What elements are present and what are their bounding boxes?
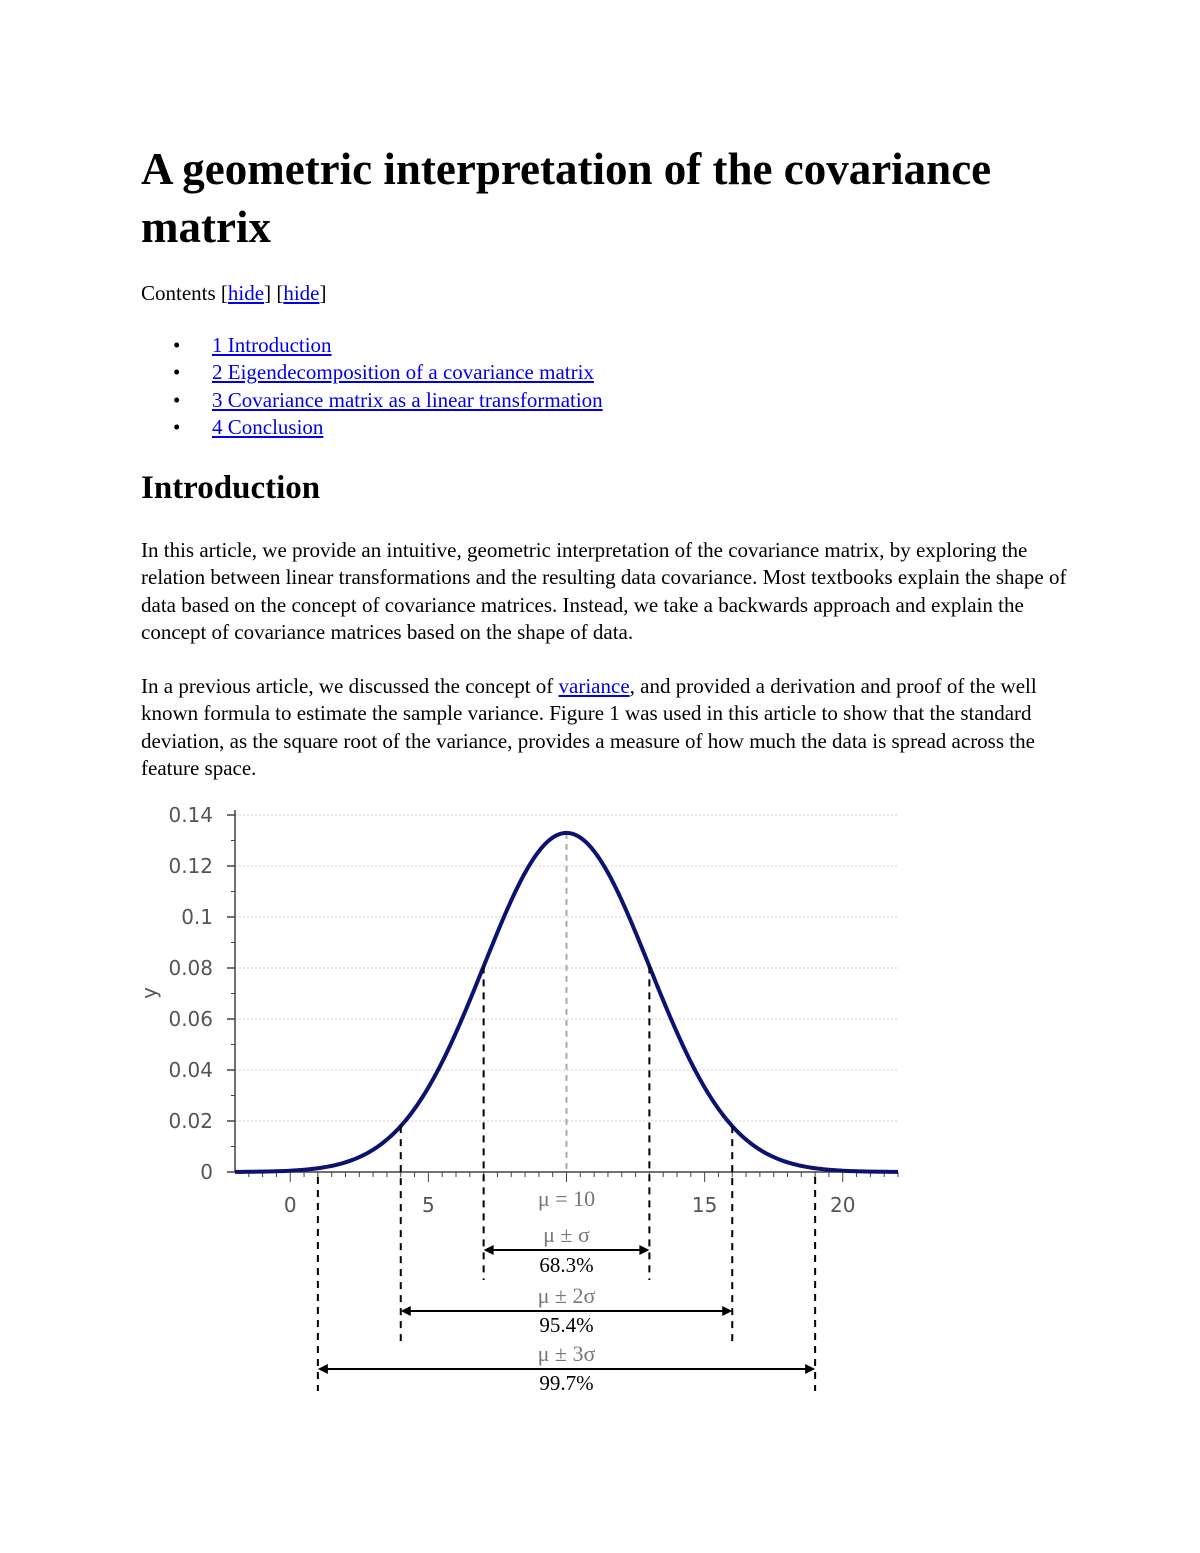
- variance-link[interactable]: variance: [558, 674, 630, 698]
- x-tick-label: 15: [691, 1193, 718, 1217]
- arrowhead-right: [722, 1306, 732, 1316]
- interval-percent: 68.3%: [539, 1253, 594, 1277]
- y-tick-label: 0.04: [168, 1058, 213, 1082]
- toc-item: [141, 414, 603, 441]
- interval-label: μ ± 2σ: [537, 1283, 596, 1308]
- toc-link[interactable]: 4 Conclusion: [212, 414, 324, 439]
- arrowhead-left: [401, 1306, 411, 1316]
- toc-link[interactable]: 3 Covariance matrix as a linear transformation: [212, 387, 603, 412]
- y-tick-label: 0.06: [168, 1007, 213, 1031]
- paragraph-text: In a previous article, we discussed the concept of: [141, 674, 559, 698]
- bullet-icon: •: [173, 387, 181, 412]
- arrowhead-right: [805, 1364, 815, 1374]
- interval-label: μ ± 3σ: [537, 1341, 596, 1366]
- bullet-icon: •: [173, 414, 181, 439]
- y-tick-label: 0: [200, 1160, 213, 1184]
- interval-percent: 95.4%: [539, 1313, 594, 1337]
- section-heading: Introduction: [141, 470, 321, 506]
- toc-hide-link[interactable]: hide: [227, 281, 265, 305]
- x-tick-label: 0: [283, 1193, 297, 1217]
- toc-header: Contents [hide] [hide]: [141, 281, 327, 305]
- toc-item: [141, 332, 603, 359]
- arrowhead-left: [484, 1245, 494, 1255]
- arrowhead-right: [639, 1245, 649, 1255]
- page-title: A geometric interpretation of the covariance matrix: [141, 144, 992, 252]
- paragraph: [141, 673, 1076, 782]
- y-tick-label: 0.08: [168, 956, 213, 980]
- paragraph-text: , and provided a derivation and proof of the well known formula to estimate the sample variance. Figure 1 was used in this article to show that the standard deviation, as the square root of the variance, provides a measure of how much the data is spread across the feature space.: [141, 674, 1037, 780]
- mean-label: μ = 10: [537, 1186, 596, 1211]
- interval-percent: 99.7%: [539, 1371, 594, 1395]
- x-tick-label: 5: [422, 1193, 435, 1217]
- toc-item: [141, 359, 603, 386]
- toc-hide-link[interactable]: hide: [283, 281, 320, 305]
- toc-link[interactable]: 1 Introduction: [212, 333, 332, 357]
- y-axis-label: y: [137, 987, 161, 999]
- arrowhead-left: [318, 1364, 328, 1374]
- paragraph: In this article, we provide an intuitive, geometric interpretation of the covariance matrix, by exploring the relation between linear transformations and the resulting data covariance. Most textbooks explain the shape of data based on the concept of covariance matrices. Instead, we take a backwards approach and explain the concept of covariance matrices based on the shape of data.: [141, 538, 1067, 644]
- x-tick-label: 20: [830, 1193, 856, 1217]
- bullet-icon: •: [173, 360, 181, 385]
- toc-label: Contents: [141, 281, 216, 305]
- y-tick-label: 0.12: [168, 854, 213, 878]
- toc-link[interactable]: 2 Eigendecomposition of a covariance matrix: [212, 360, 594, 385]
- bullet-icon: •: [173, 333, 181, 357]
- y-tick-label: 0.1: [181, 905, 213, 929]
- y-tick-label: 0.02: [168, 1109, 213, 1133]
- toc-item: [141, 387, 603, 414]
- normal-distribution-chart: [130, 795, 920, 1400]
- interval-label: μ ± σ: [543, 1222, 590, 1247]
- toc-list: [141, 332, 603, 441]
- y-tick-label: 0.14: [168, 803, 213, 827]
